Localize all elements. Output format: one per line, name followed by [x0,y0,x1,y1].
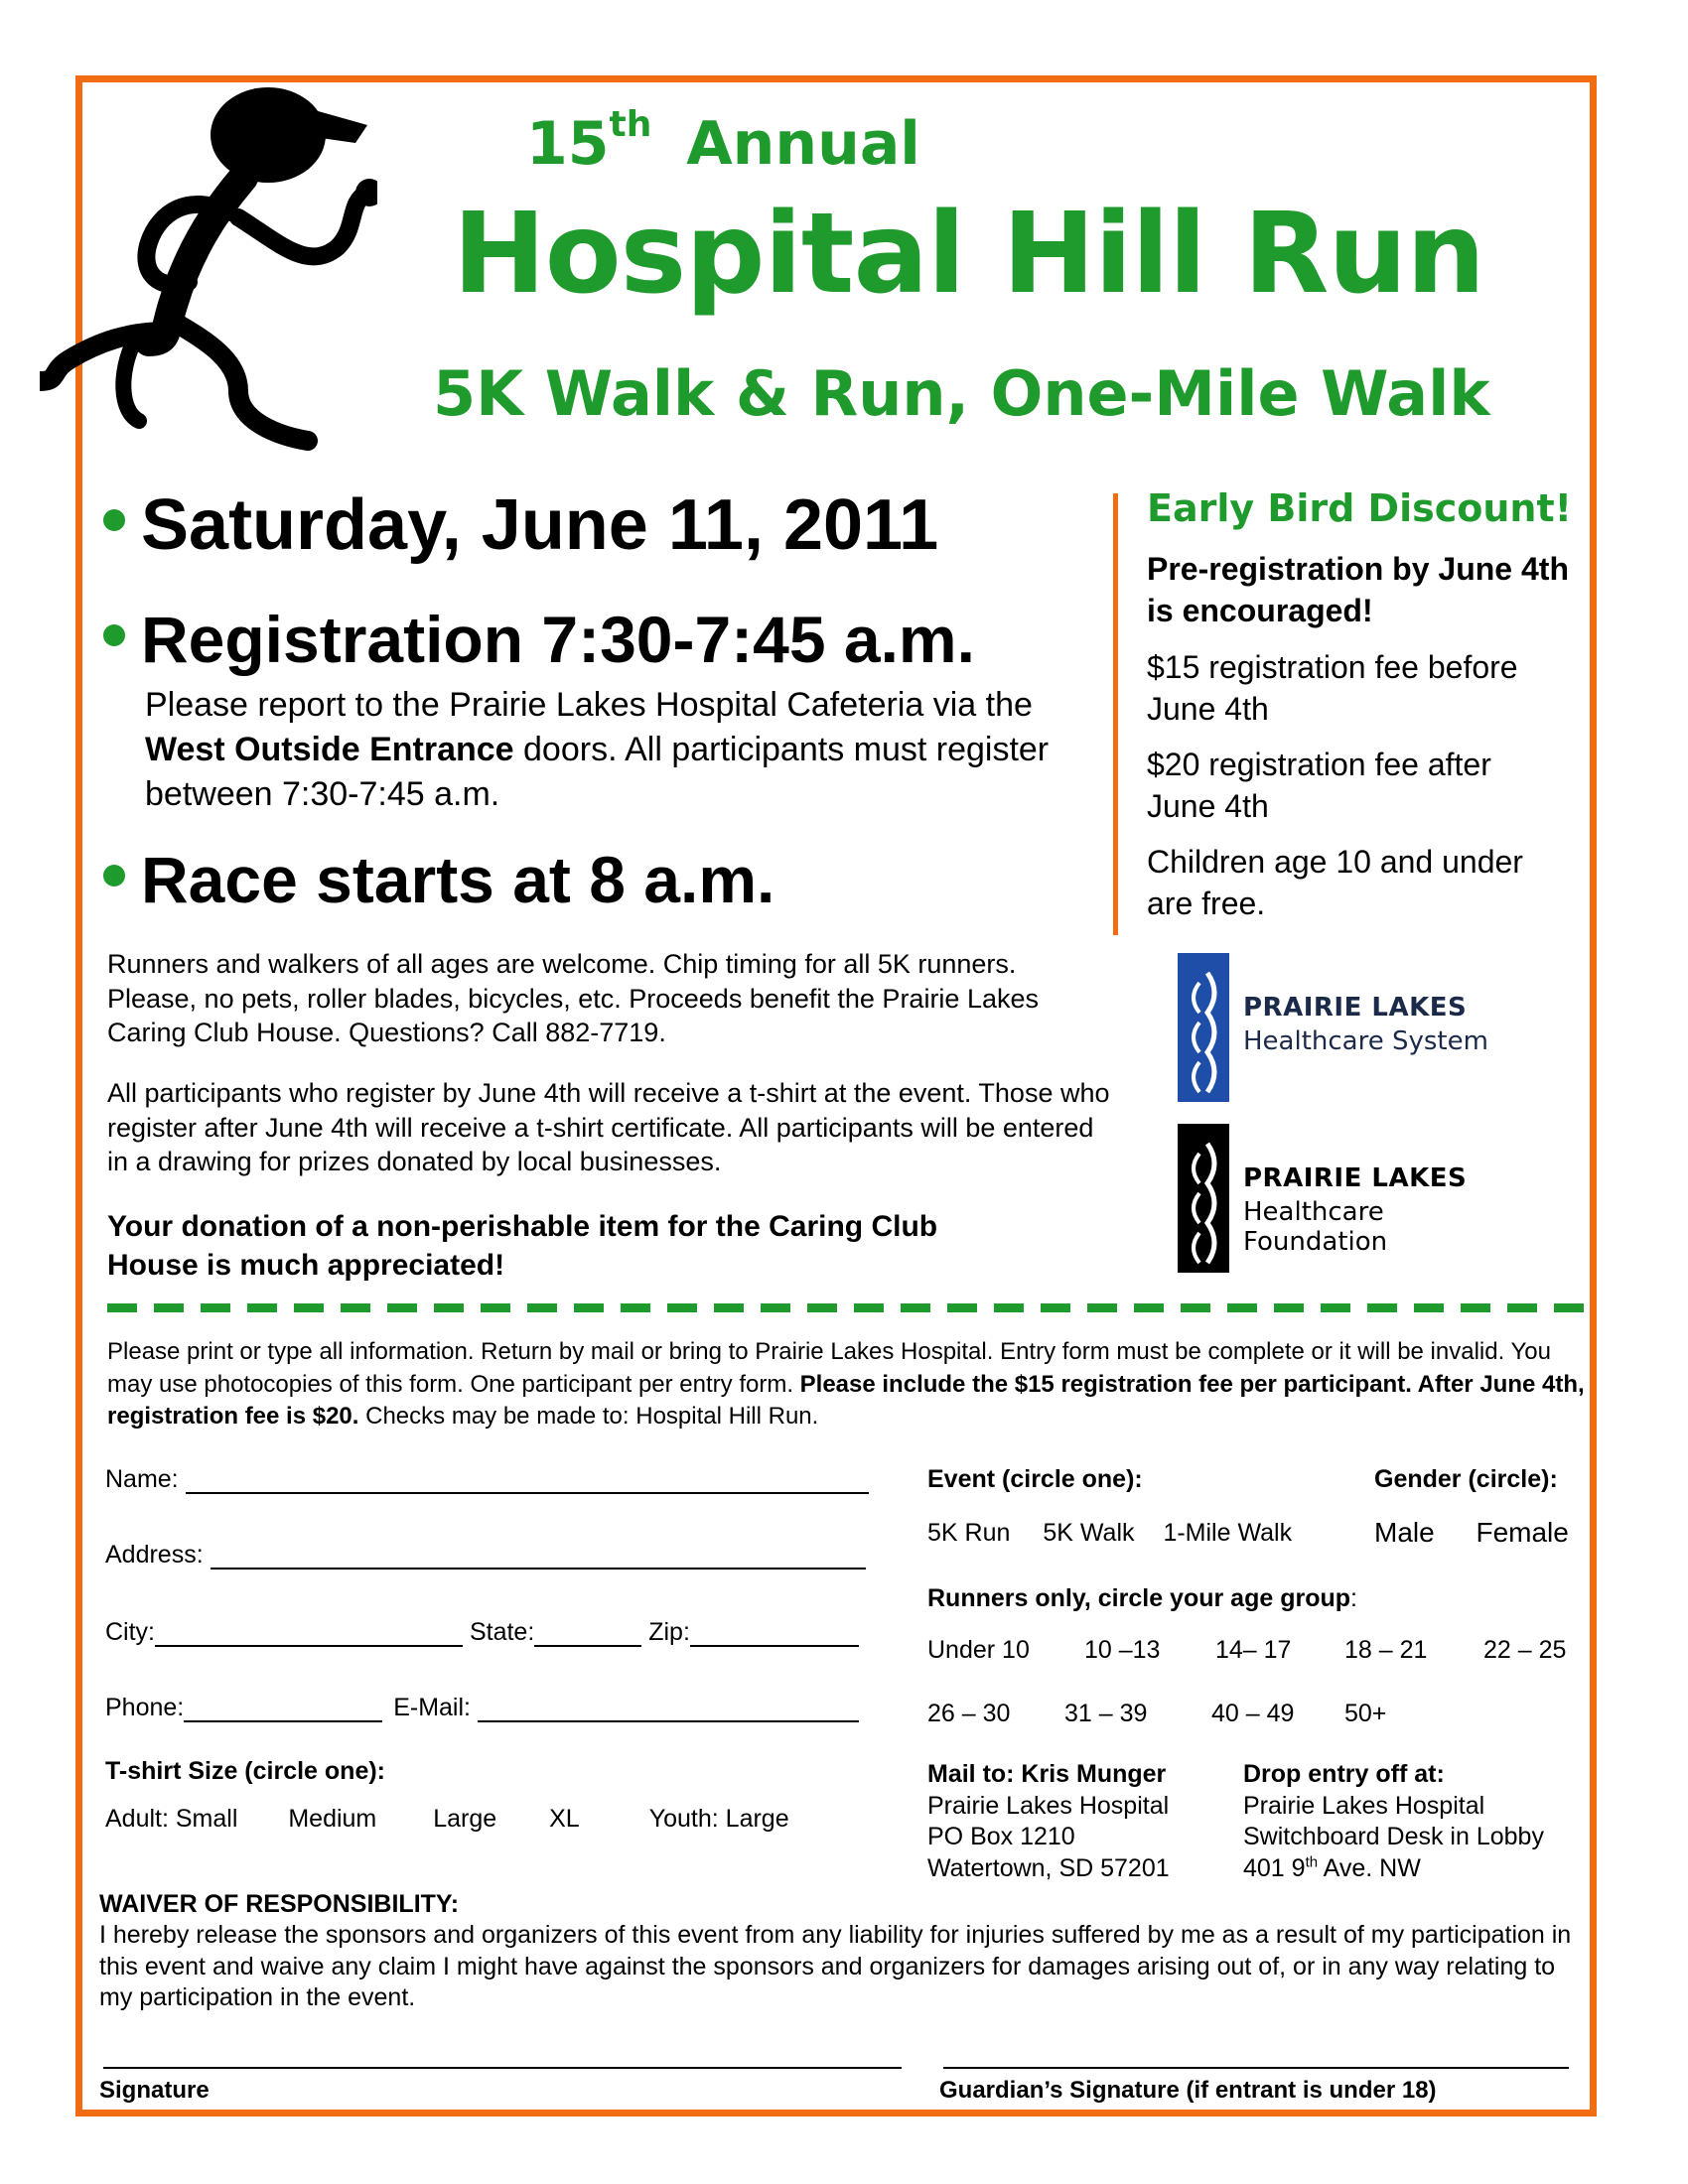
gender-option[interactable]: Male [1374,1517,1435,1548]
event-heading: Event (circle one): [927,1465,1143,1493]
address-input[interactable] [211,1544,866,1570]
name-row: Name: [105,1465,880,1494]
waiver-heading: WAIVER OF RESPONSIBILITY: [99,1890,460,1918]
info-paragraph-1: Runners and walkers of all ages are welcome. Chip timing for all 5K runners. Please, no pets, roller blades, bicycles, etc. Proceeds benefit the Prairie Lakes Caring Club House. Questions? Call 882-7719. [107,949,1039,1048]
phone-email-row: Phone: E-Mail: [105,1694,890,1722]
edition-heading: 15th Annual [526,104,920,179]
age-group-option[interactable]: 18 – 21 [1344,1636,1428,1664]
age-group-option[interactable]: 26 – 30 [927,1700,1011,1727]
age-groups-row-1 [927,1636,1603,1670]
page-subtitle: 5K Walk & Run, One-Mile Walk [433,357,1490,430]
age-group-option[interactable]: 50+ [1344,1700,1387,1727]
city-input[interactable] [155,1621,463,1647]
fee-after: $20 registration fee after June 4th [1147,747,1491,824]
zip-input[interactable] [690,1621,859,1647]
wheat-logo-icon [1178,1124,1229,1273]
event-date: Saturday, June 11, 2011 [103,486,938,565]
sidebar-divider [1113,493,1118,935]
form-instructions: Please print or type all information. Return by mail or bring to Prairie Lakes Hospital. Entry form must be complete or it will be invalid. You may use photocopies of this form. One participant per entry form. Please include the $15 registration fee per participant. After June 4th, registration fee is $20. Checks may be made to: Hospital Hill Run. [107,1338,1585,1431]
info-paragraph-2: All participants who register by June 4th will receive a t-shirt at the event. Those who register after June 4th will receive a t-shirt certificate. All participants will be entered in a drawing for prizes donated by local businesses. [107,1078,1110,1177]
tshirt-option[interactable]: Youth: Large [648,1805,789,1833]
page-title: Hospital Hill Run [453,190,1485,319]
signature-label: Signature [99,2077,210,2104]
tshirt-option[interactable]: Adult: Small [105,1805,238,1833]
gender-option[interactable]: Female [1476,1517,1569,1548]
age-groups-row-2 [927,1700,1603,1733]
city-state-zip-row: City: State: Zip: [105,1618,890,1647]
tshirt-option[interactable]: Large [433,1805,497,1833]
name-input[interactable] [186,1468,869,1494]
gender-options [1374,1517,1569,1549]
donation-note: Your donation of a non-perishable item for the Caring Club House is much appreciated! [107,1210,938,1282]
wheat-logo-icon [1178,953,1229,1102]
tshirt-heading: T-shirt Size (circle one): [105,1757,386,1785]
guardian-signature-line[interactable] [943,2067,1569,2069]
prereg-note: Pre-registration by June 4th is encouraged! [1147,551,1569,628]
race-start-time: Race starts at 8 a.m. [103,844,774,916]
mail-to-block: Mail to: Kris Munger Prairie Lakes Hospital PO Box 1210 Watertown, SD 57201 [927,1760,1170,1882]
healthcare-system-logo: PRAIRIE LAKES Healthcare System [1178,953,1515,1102]
age-group-option[interactable]: 22 – 25 [1483,1636,1567,1664]
event-option[interactable]: 5K Walk [1043,1519,1135,1547]
children-free-note: Children age 10 and under are free. [1147,844,1523,921]
address-row: Address: [105,1541,880,1570]
age-group-option[interactable]: 31 – 39 [1064,1700,1148,1727]
state-input[interactable] [534,1621,641,1647]
event-option[interactable]: 5K Run [927,1519,1011,1547]
age-group-option[interactable]: 14– 17 [1215,1636,1292,1664]
age-group-option[interactable]: Under 10 [927,1636,1030,1664]
age-group-heading: Runners only, circle your age group: [927,1584,1357,1612]
healthcare-foundation-logo: PRAIRIE LAKES Healthcare Foundation [1178,1124,1515,1273]
bullet-icon [103,865,125,887]
runner-figure-icon [40,44,377,461]
phone-input[interactable] [184,1697,382,1722]
tshirt-option[interactable]: XL [549,1805,579,1833]
waiver-text: I hereby release the sponsors and organizers of this event from any liability for injuries suffered by me as a result of my participation in this event and waive any claim I might have against the sponsors and organizers for damages arising out of, or in any way relating to my participation in the event. [99,1921,1572,2011]
guardian-signature-label: Guardian’s Signature (if entrant is under 18) [939,2077,1437,2104]
email-input[interactable] [478,1697,859,1722]
registration-note: Please report to the Prairie Lakes Hospital Cafeteria via the West Outside Entrance doors. All participants must register between 7:30-7:45 a.m. [145,686,1050,813]
bullet-icon [103,509,125,531]
event-options [927,1519,1292,1548]
gender-heading: Gender (circle): [1374,1465,1558,1493]
drop-off-block: Drop entry off at: Prairie Lakes Hospital Switchboard Desk in Lobby 401 9th Ave. NW [1243,1760,1544,1882]
signature-line[interactable] [103,2067,902,2069]
bullet-icon [103,624,125,646]
registration-time: Registration 7:30-7:45 a.m. [103,604,975,676]
fee-before: $15 registration fee before June 4th [1147,649,1518,727]
tshirt-option[interactable]: Medium [288,1805,377,1833]
age-group-option[interactable]: 40 – 49 [1211,1700,1295,1727]
section-divider [107,1303,1587,1312]
age-group-option[interactable]: 10 –13 [1084,1636,1161,1664]
event-option[interactable]: 1-Mile Walk [1163,1519,1293,1547]
early-bird-heading: Early Bird Discount! [1147,486,1572,530]
tshirt-options [105,1805,880,1834]
